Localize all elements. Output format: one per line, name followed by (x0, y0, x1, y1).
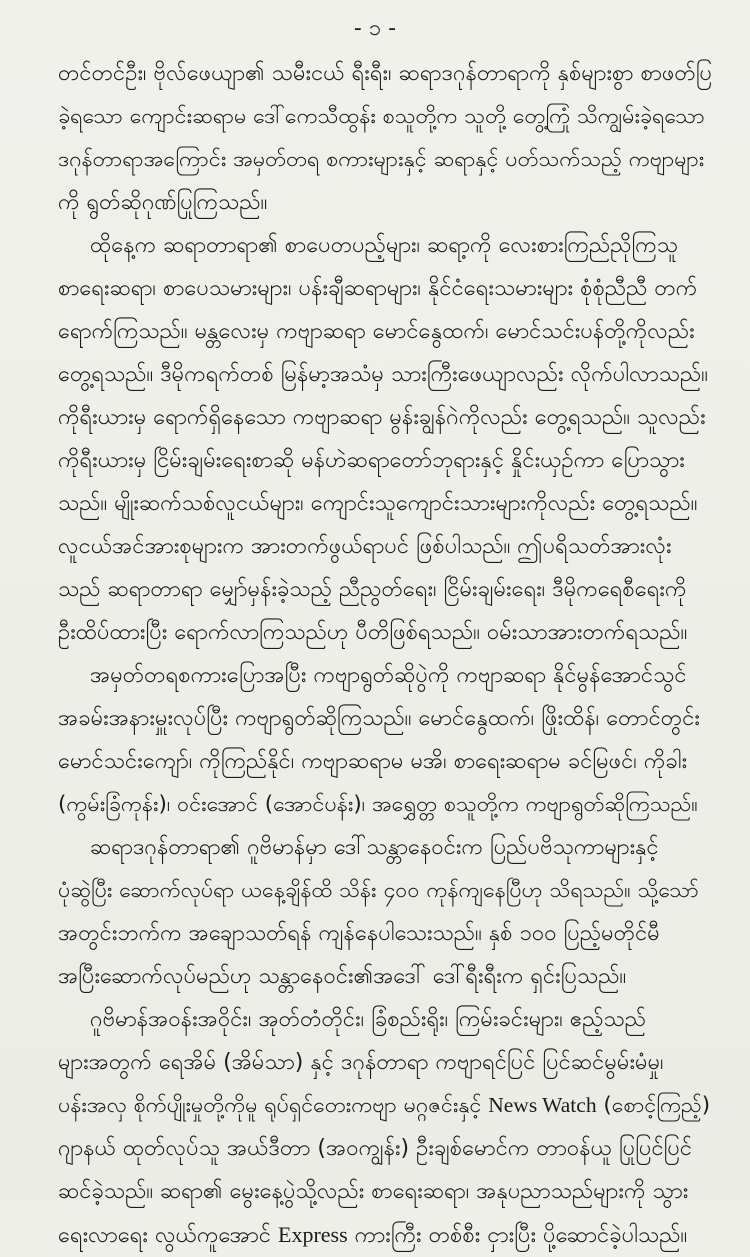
text-line: ထိုနေ့က ဆရာတာရာ၏ စာပေတပည့်များ၊ ဆရာ့ကို လေးစားကြည်ညိုကြသူ (90, 233, 678, 258)
body-text (58, 52, 713, 1248)
text-line: တင်တင်ဦး၊ ဗိုလ်ဖေယျာ၏ သမီးငယ် ရီးရီး၊ ဆရာဒဂုန်တာရာကို နှစ်များစွာ စာဖတ်ပြ (58, 61, 713, 86)
text-line: ကိုရီးယားမှ ရောက်ရှိနေသော ကဗျာဆရာ မွန်းချွန်ဂဲကိုလည်း တွေ့ရသည်။ သူလည်း (58, 405, 706, 430)
text-line: ကို ရွတ်ဆိုဂုဏ်ပြုကြသည်။ (58, 190, 268, 215)
latin-text: News Watch (488, 1093, 597, 1117)
paragraph (58, 224, 712, 654)
text-line: တွေ့ရသည်။ ဒီမိုကရက်တစ် မြန်မာ့အသံမှ သားကြီးဖေယျာလည်း လိုက်ပါလာသည်။ (58, 362, 708, 387)
text-line: အမှတ်တရစကားပြောအပြီး ကဗျာရွတ်ဆိုပွဲကို ကဗျာဆရာ နိုင်မွန်အောင်သွင် (90, 663, 687, 688)
text-line: ရေးလာရေး လွယ်ကူအောင် Express ကားကြီး တစ်စီး ငှားပြီး ပို့ဆောင်ခဲ့ပါသည်။ (58, 1222, 688, 1248)
paragraph (58, 998, 712, 1256)
text-line: (ကွမ်းခြံကုန်း)၊ ဝင်းအောင် (အောင်ပန်း)၊ အရွှေတ္တ စသူတို့က ကဗျာရွတ်ဆိုကြသည်။ (58, 792, 698, 817)
text-line: ဂျာနယ် ထုတ်လုပ်သူ အယ်ဒီတာ (အဝကျွန်း) ဦးချစ်မောင်က တာဝန်ယူ ပြုပြင်ပြင် (58, 1136, 693, 1161)
text-line: ဆရာဒဂုန်တာရာ၏ ဂူဗိမာန်မှာ ဒေါ်သန္တာနေဝင်းက ပြည်ပဗိသုကာများနှင့် (90, 835, 659, 860)
text-line: အခမ်းအနားမှူးလုပ်ပြီး ကဗျာရွတ်ဆိုကြသည်။ မောင်နွေထက်၊ ဖြိုးထိန်၊ တောင်တွင်း (58, 706, 701, 731)
text-line: များအတွက် ရေအိမ် (အိမ်သာ) နှင့် ဒဂုန်တာရာ ကဗျာရင်ပြင် ပြင်ဆင်မွမ်းမံမှု၊ (58, 1050, 664, 1075)
text-line: ရောက်ကြသည်။ မန္တလေးမှ ကဗျာဆရာ မောင်နွေထက်၊ မောင်သင်းပန်တို့ကိုလည်း (58, 319, 695, 344)
text-line: ပုံဆွဲပြီး ဆောက်လုပ်ရာ ယနေ့ချိန်ထိ သိန်း ၄၀၀ ကုန်ကျနေပြီဟု သိရသည်။ သို့သော် (58, 878, 699, 903)
paragraph (58, 52, 712, 224)
text-line: အပြီးဆောက်လုပ်မည်ဟု သန္တာနေဝင်း၏အဒေါ် ဒေါ်ရီးရီးက ရှင်းပြသည်။ (58, 964, 627, 989)
text-line: မောင်သင်းကျော်၊ ကိုကြည်နိုင်၊ ကဗျာဆရာမ မအိ၊ စာရေးဆရာမ ခင်မြဖင်၊ ကိုခါး (58, 749, 688, 774)
text-line: အတွင်းဘက်က အချောသတ်ရန် ကျန်နေပါသေးသည်။ နှစ် ၁၀၀ ပြည့်မတိုင်မီ (58, 921, 660, 946)
text-line: ဂူဗိမာန်အဝန်းအဝိုင်း၊ အုတ်တံတိုင်း၊ ခြံစည်းရိုး၊ ကြမ်းခင်းများ၊ ဧည့်သည် (90, 1007, 647, 1032)
text-line: လူငယ်အင်အားစုများက အားတက်ဖွယ်ရာပင် ဖြစ်ပါသည်။ ဤပရိသတ်အားလုံး (58, 534, 672, 559)
text-line: သည် ဆရာတာရာ မျှော်မှန်းခဲ့သည့် ညီညွတ်ရေး၊ ငြိမ်းချမ်းရေး၊ ဒီမိုကရေစီရေးကို (58, 577, 687, 602)
text-line: ပန်းအလှ စိုက်ပျိုးမှုတို့ကိုမူ ရုပ်ရှင်တေးကဗျာ မဂ္ဂဇင်းနှင့် News Watch (စောင့်ကြည့်) (58, 1093, 711, 1118)
text-line: ဒဂုန်တာရာအကြောင်း အမှတ်တရ စကားများနှင့် ဆရာနှင့် ပတ်သက်သည့် ကဗျာများ (58, 147, 705, 172)
text-line: ဦးထိပ်ထားပြီး ရောက်လာကြသည်ဟု ပီတိဖြစ်ရသည်။ ဝမ်းသာအားတက်ရသည်။ (58, 620, 688, 645)
page-number: - ၁ - (353, 16, 397, 41)
text-line: စာရေးဆရာ၊ စာပေသမားများ၊ ပန်းချီဆရာများ၊ နိုင်ငံရေးသမားများ စုံစုံညီညီ တက် (58, 276, 698, 301)
latin-text: Express (278, 1222, 348, 1247)
text-line: ဆင်ခဲ့သည်။ ဆရာ၏ မွေးနေ့ပွဲသို့လည်း စာရေးဆရာ၊ အနုပညာသည်များကို သွား (58, 1179, 689, 1204)
text-line: ကိုရီးယားမှ ငြိမ်းချမ်းရေးစာဆို မန်ဟဲဆရာတော်ဘုရားနှင့် နှိုင်းယှဉ်ကာ ပြောသွား (58, 448, 685, 473)
paragraph (58, 826, 712, 998)
text-line: သည်။ မျိုးဆက်သစ်လူငယ်များ၊ ကျောင်းသူကျောင်းသားများကိုလည်း တွေ့ရသည်။ (58, 491, 698, 516)
paragraph (58, 654, 712, 826)
text-line: ခဲ့ရသော ကျောင်းဆရာမ ဒေါ်ကေသီထွန်း စသူတို့က သူတို့ တွေ့ကြုံ သိကျွမ်းခဲ့ရသော (58, 104, 705, 129)
